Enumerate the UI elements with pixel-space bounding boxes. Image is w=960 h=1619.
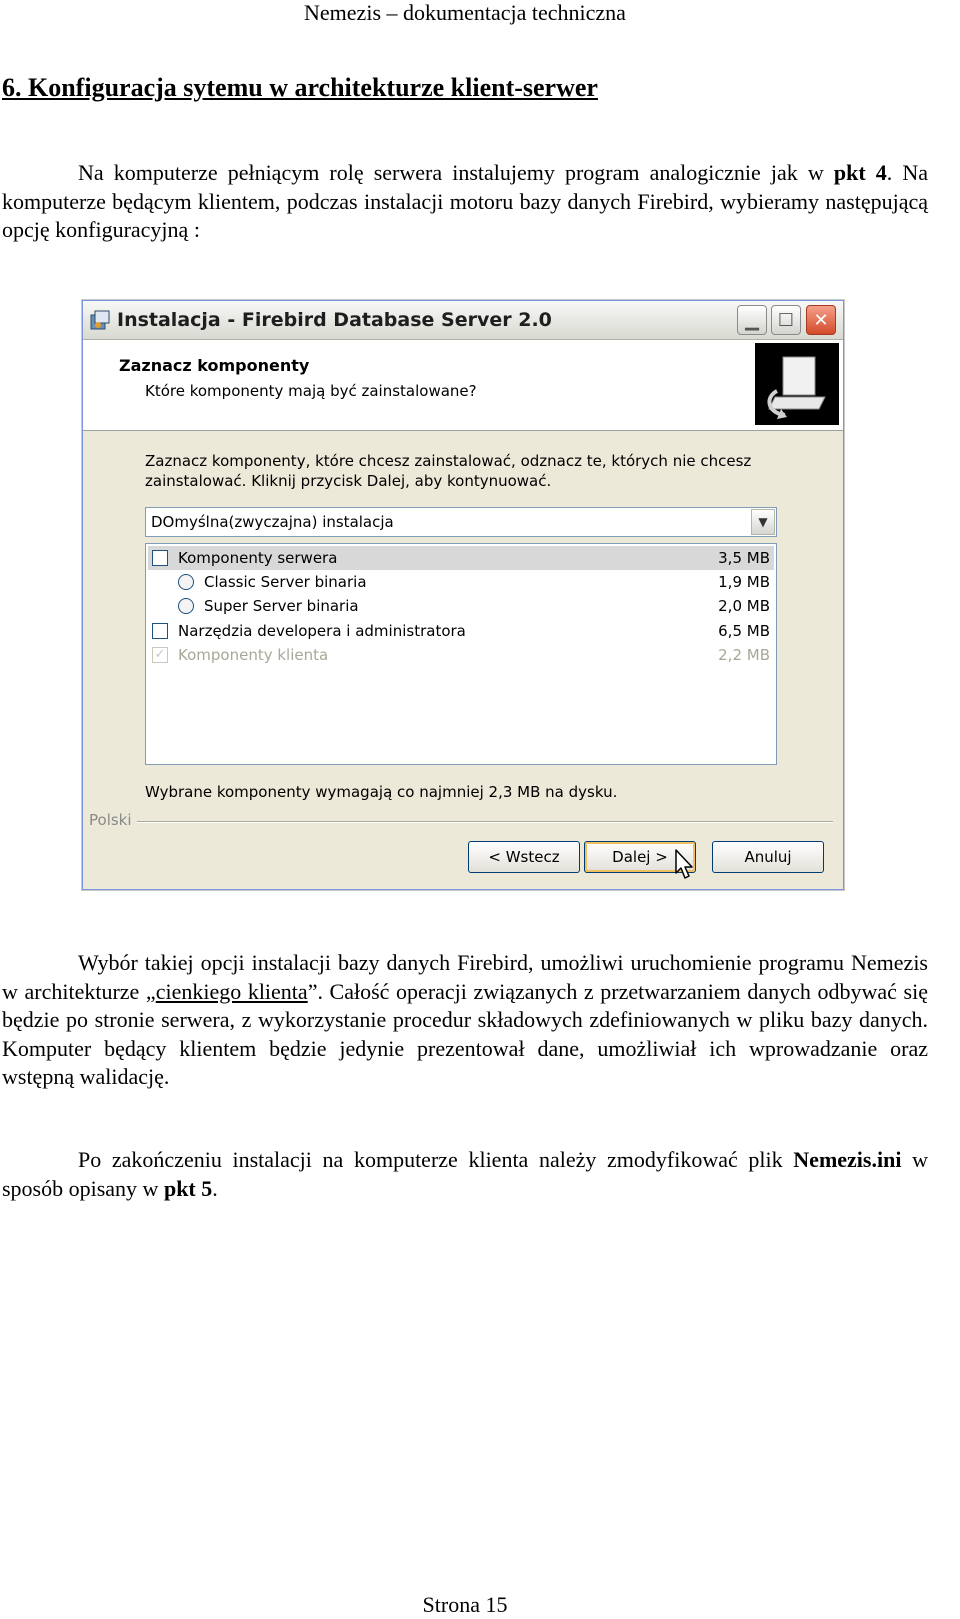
wizard-heading: Zaznacz komponenty [119, 356, 310, 375]
maximize-button[interactable] [771, 305, 801, 335]
wizard-description: Zaznacz komponenty, które chcesz zainstalować, odznacz te, których nie chcesz zainstalować. Kliknij przycisk Dalej, aby kontynuować. [145, 452, 752, 490]
install-type-select[interactable] [145, 507, 777, 537]
close-button[interactable] [806, 305, 836, 335]
arch-text-1: Wybór takiej opcji instalacji bazy danych Firebird, umożliwi uruchomienie programu Nemezis w architekturze „ [2, 950, 928, 1004]
component-label: Komponenty serwera [178, 549, 338, 567]
component-size: 6,5 MB [718, 622, 770, 640]
arch-text-2: ”. Całość operacji związanych z przetwarzaniem danych odbywać się będzie po stronie serwera, z wykorzystanie procedur składowych zdefiniowanych w pliku bazy danych. Komputer będący klientem będzie jedynie prezentował dane, umożliwiał ich wprowadzanie oraz wstępną walidację. [2, 978, 928, 1089]
architecture-paragraph [2, 949, 928, 1092]
final-paragraph [2, 1146, 928, 1203]
final-text-3: . [212, 1175, 218, 1201]
component-item-super[interactable] [148, 594, 774, 618]
component-label: Super Server binaria [204, 597, 359, 615]
thin-client-term: cienkiego klienta [155, 978, 308, 1004]
installer-logo-icon [755, 343, 839, 425]
back-button[interactable]: < Wstecz [468, 841, 580, 873]
component-size: 2,2 MB [718, 646, 770, 664]
installer-dialog [82, 300, 844, 890]
component-item-server[interactable] [148, 546, 774, 570]
language-label: Polski [89, 811, 132, 829]
dialog-titlebar [83, 301, 843, 340]
final-ref: pkt 5 [163, 1175, 213, 1201]
radio-super[interactable] [178, 598, 194, 614]
next-button[interactable]: Dalej > [584, 841, 696, 873]
separator [137, 821, 833, 823]
component-item-client [148, 643, 774, 667]
minimize-button[interactable] [737, 305, 767, 335]
cancel-button[interactable]: Anuluj [712, 841, 824, 873]
checkbox-client-checked: ✓ [152, 647, 168, 663]
page-header: Nemezis – dokumentacja techniczna [304, 0, 626, 25]
component-item-classic[interactable] [148, 570, 774, 594]
intro-paragraph [2, 159, 928, 245]
intro-ref: pkt 4 [833, 160, 887, 185]
mouse-cursor-icon [675, 849, 695, 881]
wizard-subheading: Które komponenty mają być zainstalowane? [145, 382, 477, 400]
checkbox-devtools[interactable] [152, 623, 168, 639]
components-list [145, 543, 777, 765]
intro-text-1: Na komputerze pełniącym rolę serwera instalujemy program analogicznie jak w [78, 160, 834, 185]
component-size: 1,9 MB [718, 573, 770, 591]
checkbox-server[interactable] [152, 550, 168, 566]
component-label: Classic Server binaria [204, 573, 367, 591]
install-type-value: DOmyślna(zwyczajna) instalacja [151, 513, 394, 531]
component-label: Narzędzia developera i administratora [178, 622, 466, 640]
component-size: 2,0 MB [718, 597, 770, 615]
chapter-title: 6. Konfiguracja sytemu w architekturze klient-serwer [2, 73, 598, 102]
wizard-header [83, 340, 843, 431]
required-space-text: Wybrane komponenty wymagają co najmniej 2,3 MB na dysku. [145, 783, 618, 801]
maximize-icon: ☐ [777, 309, 795, 331]
chevron-down-icon[interactable]: ▼ [751, 509, 775, 535]
radio-classic[interactable] [178, 574, 194, 590]
page-number: Strona 15 [422, 1592, 508, 1617]
installer-app-icon [89, 309, 111, 331]
final-text-1: Po zakończeniu instalacji na komputerze klienta należy zmodyfikować plik [78, 1147, 794, 1172]
dialog-title: Instalacja - Firebird Database Server 2.0 [117, 309, 552, 331]
intro-text-2: . Na komputerze będącym klientem, podczas instalacji motoru bazy danych Firebird, wybieramy następującą opcję konfiguracyjną : [2, 160, 929, 242]
component-label: Komponenty klienta [178, 646, 329, 664]
close-icon: ✕ [813, 309, 829, 331]
final-text-2: w sposób opisany w [2, 1147, 928, 1201]
ini-file-name: Nemezis.ini [793, 1147, 902, 1172]
component-item-devtools[interactable] [148, 619, 774, 643]
minimize-icon: ▁ [745, 309, 759, 331]
component-size: 3,5 MB [718, 549, 770, 567]
